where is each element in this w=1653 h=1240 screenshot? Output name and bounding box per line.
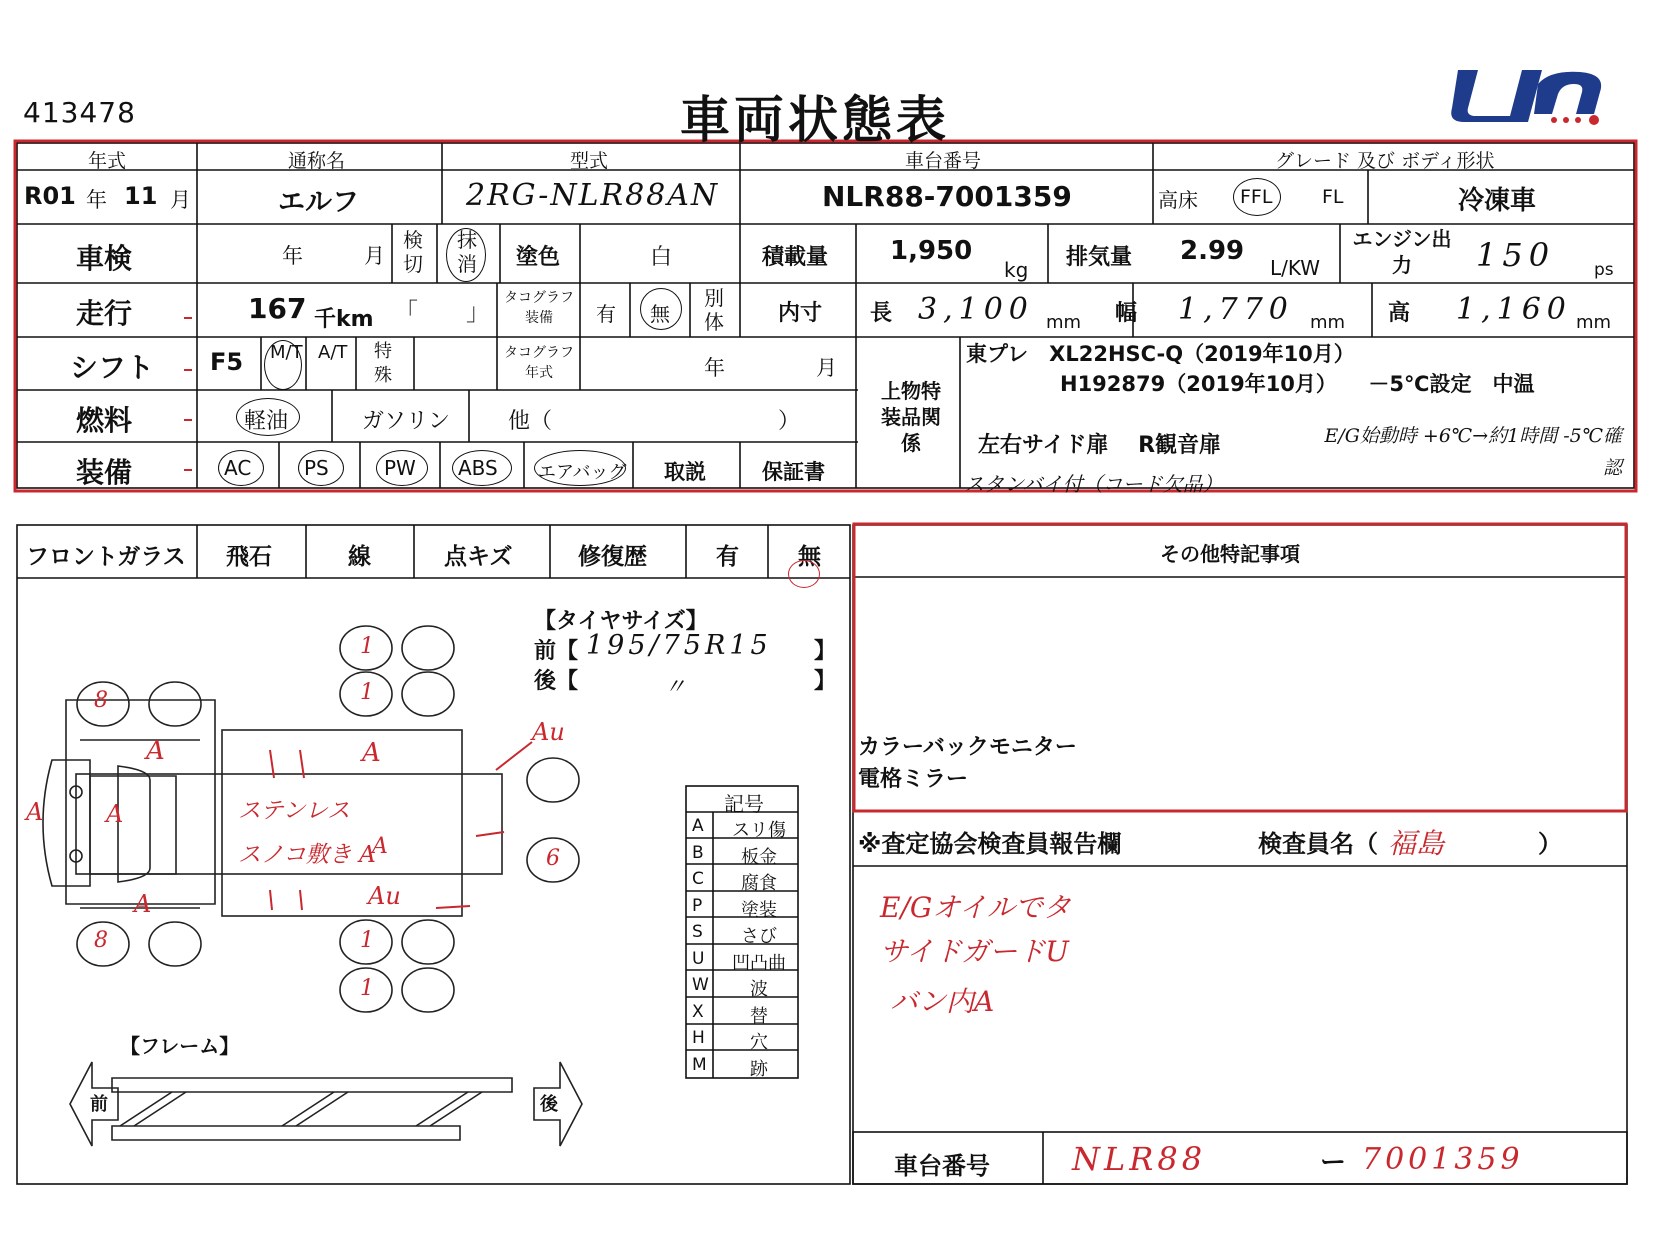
upper-line-3: 左右サイド扉 R観音扉 [978, 433, 1222, 458]
label-fuel: 燃料 [76, 404, 133, 437]
damage-mark-a: A [372, 834, 388, 859]
tire-tread-mark: 1 [360, 634, 374, 659]
mileage-bracket: 「 」 [394, 298, 490, 326]
equip-pw: PW [384, 456, 416, 480]
tire-tread-mark: 8 [94, 688, 108, 713]
legend-description: 塗装 [741, 899, 777, 921]
legend-code: P [692, 895, 703, 916]
engine-label: エンジン出力 [1352, 227, 1452, 277]
header-grade: グレード 及び ボディ形状 [1275, 150, 1495, 172]
upper-note: E/G始動時 +6℃→約1時間 -5℃確認 [1324, 425, 1622, 479]
masshou-label: 抹消 [457, 228, 477, 276]
inspector-name: 福島 [1388, 827, 1445, 860]
tire-tread-mark: 1 [360, 928, 374, 953]
length-value: 3,100 [918, 292, 1034, 327]
legend-code: A [692, 816, 704, 836]
shift-mt-circle [264, 340, 302, 390]
fuel-other-close: ） [778, 409, 801, 434]
upper-line-2: H192879（2019年10月） －5℃設定 中温 [1060, 372, 1535, 396]
month-value: 11 [124, 182, 158, 210]
color-label: 塗色 [516, 245, 561, 270]
legend-code: U [692, 948, 705, 969]
legend-code: H [692, 1028, 705, 1048]
damage-mark-au: Au [368, 882, 401, 910]
equip-ps-circle [298, 450, 344, 486]
capacity-unit: kg [1004, 258, 1029, 282]
grade-ffl-circle [1233, 178, 1281, 216]
upper-label: 上物特装品関係 [881, 379, 941, 455]
width-label: 幅 [1115, 301, 1138, 326]
legend-code: S [692, 922, 703, 942]
vehicle-name: エルフ [278, 187, 359, 218]
tacho-label: タコグラフ装備 [504, 290, 574, 326]
footer-chassis-prefix: NLR88 [1072, 1140, 1207, 1178]
legend-code: M [692, 1054, 707, 1075]
equip-abs: ABS [458, 456, 498, 480]
equip-manual: 取説 [664, 460, 706, 484]
equip-ps: PS [304, 456, 329, 480]
equip-airbag: エアバッグ [538, 462, 627, 483]
shaken-year-label: 年 [282, 244, 303, 268]
equip-ac: AC [224, 456, 252, 480]
mileage-unit: 千km [314, 307, 374, 332]
windshield-label: フロントガラス [26, 544, 186, 570]
other-remarks-title: その他特記事項 [1160, 542, 1300, 566]
fuel-diesel-circle [236, 398, 300, 436]
cargo-note: ステンレス [238, 798, 351, 824]
capacity-value: 1,950 [890, 236, 973, 266]
tacho-yes: 有 [596, 302, 616, 326]
color-value: 白 [650, 245, 673, 270]
legend-code: X [692, 1001, 704, 1022]
model-code: 2RG-NLR88AN [466, 178, 720, 213]
windshield-chip: 飛石 [226, 544, 272, 570]
damage-mark-a: A [146, 736, 165, 766]
repair-history-label: 修復歴 [578, 544, 647, 570]
label-shift: シフト [70, 351, 155, 384]
upper-line-4: スタンバイ付（コード欠品） [964, 472, 1223, 496]
legend-description: 替 [750, 1005, 768, 1027]
tacho-no-circle [640, 288, 682, 330]
tire-tread-mark: 1 [360, 976, 374, 1001]
repair-history-no-circle [788, 560, 820, 588]
month-label: 月 [170, 188, 191, 212]
label-shaken: 車検 [76, 242, 133, 275]
footer-chassis-label: 車台番号 [894, 1152, 990, 1180]
inspector-report-title: ※査定協会検査員報告欄 [858, 830, 1122, 858]
inspector-name-label: 検査員名（ [1258, 830, 1378, 858]
height-value: 1,160 [1456, 292, 1572, 327]
grade-fl: FL [1322, 186, 1344, 208]
equip-warranty: 保証書 [762, 460, 825, 484]
footer-chassis-serial: 7001359 [1362, 1142, 1524, 1177]
legend-code: B [692, 842, 704, 863]
length-unit: mm [1046, 312, 1082, 333]
tire-front-size: 195/75R15 [586, 630, 772, 661]
tire-size-title: 【タイヤサイズ】 [534, 609, 708, 634]
legend-description: 凹凸曲 [732, 952, 786, 974]
tacho-year-label: タコグラフ年式 [504, 345, 574, 381]
length-label: 長 [870, 301, 893, 326]
masshou-circle [446, 228, 486, 282]
legend-description: 波 [750, 979, 768, 1000]
equip-abs-circle [452, 450, 512, 486]
label-equipment: 装備 [76, 456, 133, 489]
width-value: 1,770 [1178, 292, 1294, 327]
tacho-year-year-label: 年 [704, 356, 725, 380]
height-unit: mm [1576, 312, 1612, 333]
truck-diagram [43, 626, 582, 1146]
displacement-unit: L/KW [1270, 256, 1321, 280]
legend-description: スリ傷 [732, 820, 786, 841]
tacho-separate: 別体 [704, 286, 724, 334]
inner-size-label: 内寸 [778, 301, 823, 326]
page-title: 車両状態表 [680, 91, 950, 149]
tire-front-label: 前【 [534, 639, 579, 664]
legend-description: さび [741, 926, 777, 947]
legend-code: C [692, 869, 704, 889]
label-mileage: 走行 [76, 297, 133, 330]
inspector-note: バン内A [890, 985, 995, 1018]
shaken-month-label: 月 [364, 244, 385, 268]
fuel-gasoline: ガソリン [362, 409, 451, 434]
legend-description: 穴 [750, 1032, 768, 1053]
shift-special: 特殊 [374, 341, 392, 386]
inspector-name-close: ） [1538, 830, 1562, 858]
damage-mark-a: A [106, 800, 124, 828]
width-unit: mm [1310, 312, 1346, 333]
header-year: 年式 [88, 150, 127, 172]
tire-tread-mark: 1 [360, 680, 374, 705]
tire-rear-label: 後【 [534, 669, 579, 694]
frame-title: 【フレーム】 [120, 1034, 240, 1058]
chassis-number: NLR88-7001359 [822, 180, 1072, 213]
displacement-label: 排気量 [1066, 245, 1133, 270]
tire-tread-mark: 6 [546, 846, 560, 871]
year-era: R01 [24, 182, 76, 210]
damage-mark-au: Au [532, 718, 565, 746]
company-logo [1450, 64, 1610, 126]
height-label: 高 [1388, 301, 1411, 326]
cargo-note: スノコ敷き A [238, 842, 376, 868]
repair-history-yes: 有 [716, 544, 739, 570]
header-model: 型式 [570, 150, 609, 172]
fuel-diesel: 軽油 [244, 409, 289, 434]
tire-front-close: 】 [814, 639, 837, 664]
repair-history-no: 無 [798, 544, 821, 570]
equip-ac-circle [218, 450, 264, 486]
year-label: 年 [86, 188, 107, 212]
tire-rear-close: 】 [814, 669, 837, 694]
equip-pw-circle [376, 450, 428, 486]
inspector-note: E/Gオイルでタ [880, 891, 1071, 924]
legend-description: 跡 [750, 1058, 768, 1080]
damage-mark-a: A [26, 798, 44, 826]
kenkiri-label: 検切 [403, 228, 423, 276]
upper-line-1: 東プレ XL22HSC-Q（2019年10月） [966, 342, 1355, 366]
engine-value: 150 [1476, 236, 1556, 274]
fuel-other: 他（ [508, 409, 553, 434]
damage-mark-a: A [134, 890, 152, 918]
tire-rear-size: 〃 [664, 675, 687, 700]
footer-chassis-dash: ー [1320, 1148, 1347, 1178]
tacho-year-month-label: 月 [816, 356, 837, 380]
engine-unit: ps [1594, 260, 1614, 280]
damage-mark-a: A [362, 738, 381, 768]
windshield-line: 線 [348, 544, 371, 570]
grade-high-floor: 高床 [1158, 188, 1198, 212]
shift-at: A/T [318, 342, 348, 363]
document-number: 413478 [23, 96, 136, 129]
legend-title: 記号 [724, 792, 764, 816]
body-type: 冷凍車 [1458, 186, 1537, 216]
legend-description: 板金 [741, 846, 777, 868]
header-chassis: 車台番号 [905, 150, 982, 172]
inspector-note: サイドガードU [880, 935, 1069, 968]
mileage-value: 167 [248, 292, 307, 325]
tacho-no: 無 [650, 302, 670, 326]
shift-mt: M/T [270, 342, 303, 363]
windshield-point-scratch: 点キズ [444, 544, 513, 570]
grade-ffl: FFL [1240, 186, 1273, 208]
gear-count: F5 [210, 348, 244, 376]
tire-tread-mark: 8 [94, 928, 108, 953]
legend-description: 腐食 [741, 873, 777, 894]
legend-code: W [692, 975, 709, 995]
capacity-label: 積載量 [762, 245, 829, 270]
displacement-value: 2.99 [1180, 236, 1245, 266]
equip-airbag-circle [534, 450, 626, 486]
frame-rear: 後 [540, 1094, 558, 1115]
frame-front: 前 [90, 1094, 108, 1115]
other-remark-line: 電格ミラー [858, 767, 969, 792]
other-remark-line: カラーバックモニター [858, 735, 1077, 760]
header-name: 通称名 [288, 150, 346, 172]
